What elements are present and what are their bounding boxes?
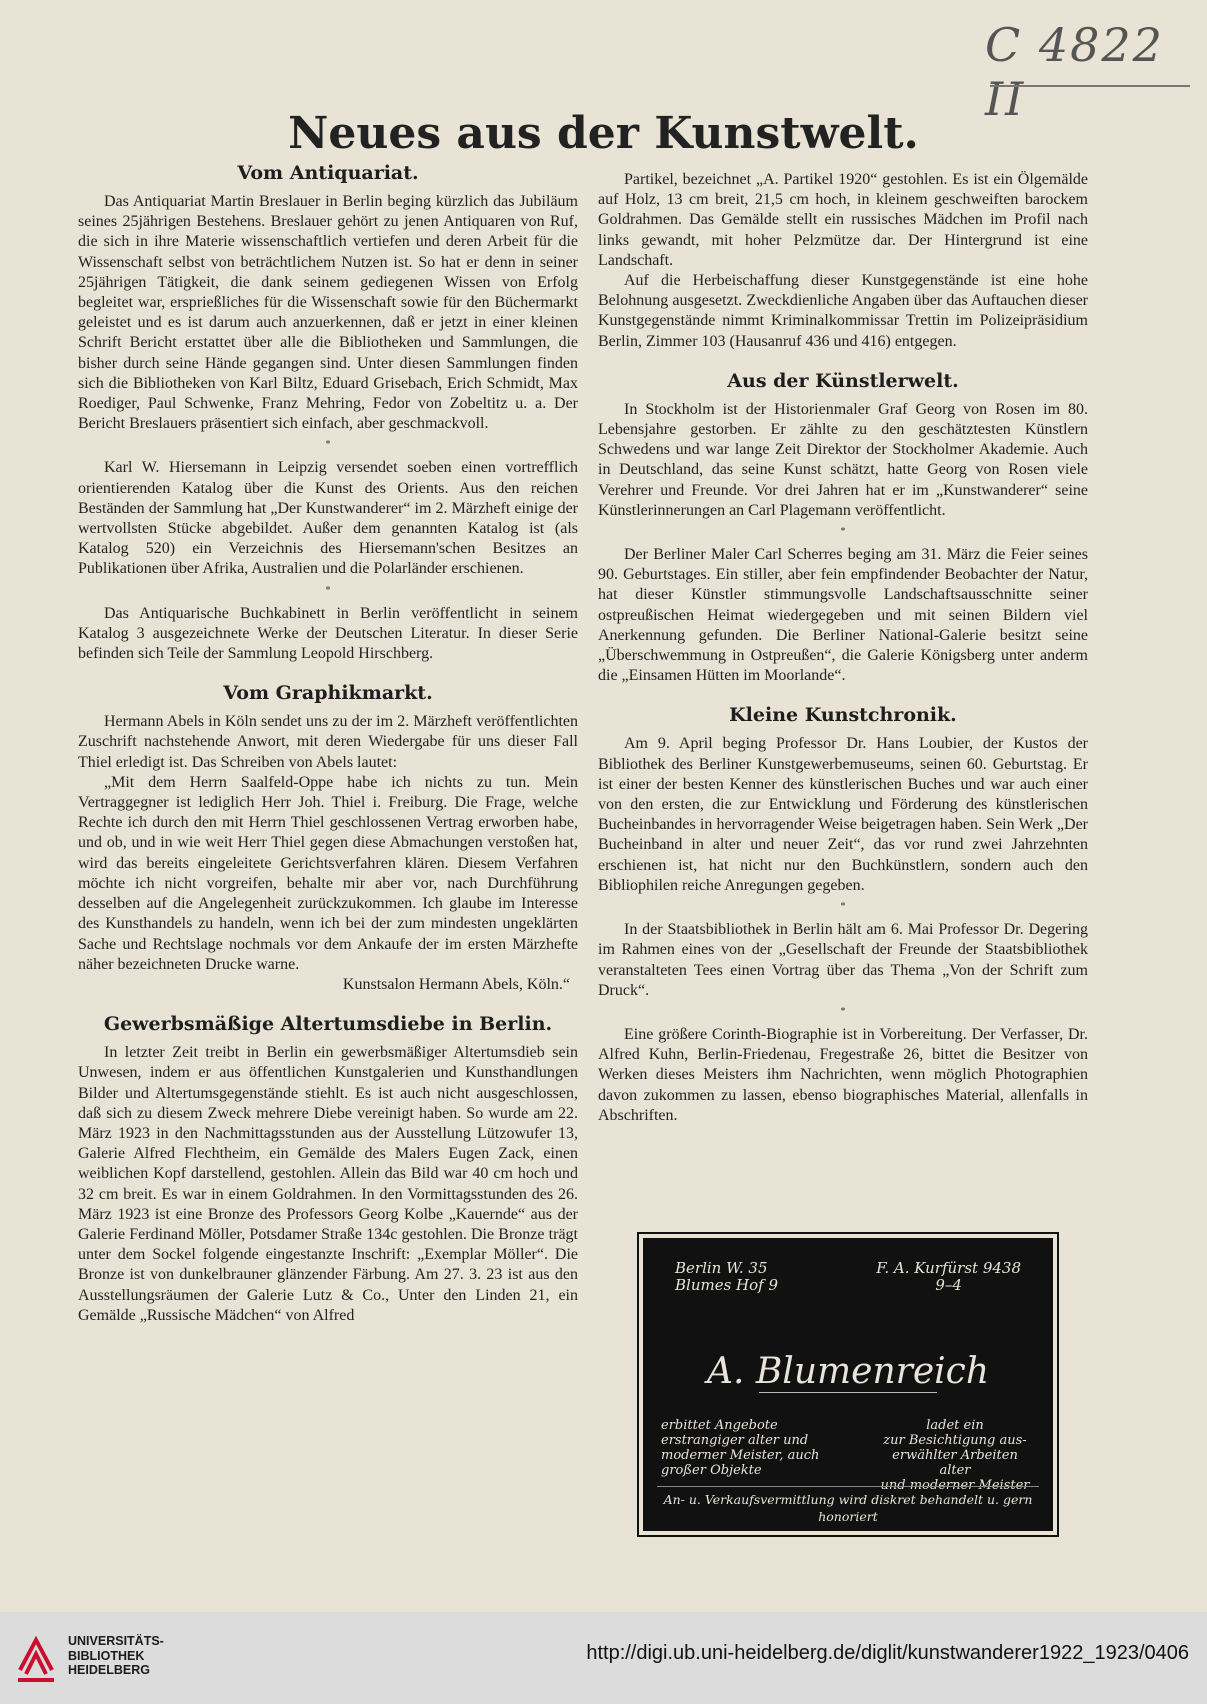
article-paragraph: Das Antiquarische Buchkabinett in Berlin veröffentlicht in seinem Katalog 3 ausgezeichnete Werke der Deutschen Literatur. In dieser Serie befinden sich Teile der Sammlung Leopold Hirschberg. [78,604,578,663]
ad-text-right [875,1418,1035,1493]
page-title: Neues aus der Kunstwelt. [288,108,919,159]
section-heading: Kleine Kunstchronik. [729,704,957,727]
library-name-line: UNIVERSITÄTS- [68,1634,164,1648]
section-heading: Gewerbsmäßige Altertumsdiebe in Berlin. [103,1013,553,1036]
ad-hours-line: 9–4 [935,1276,962,1294]
article-paragraph: In der Staatsbibliothek in Berlin hält am 6. Mai Professor Dr. Degering im Rahmen eines von der „Gesellschaft der Freunde der Staatsbibliothek veranstalteten Tees einen Vortrag über das Thema „Von der Schrift zum Druck“. [598,921,1088,999]
spacer [78,664,578,678]
ad-address-line: Berlin W. 35 [675,1259,768,1277]
asterisk-separator: * [840,1005,846,1017]
digitization-footer [0,1612,1207,1704]
ad-address-line: Blumes Hof 9 [675,1276,779,1294]
article-paragraph: Der Berliner Maler Carl Scherres beging am 31. März die Feier seines 90. Geburtstages. Ein stiller, aber fein empfindender Beobachter der Natur, hat dieser Künstler stimmungsvolle Landschaftsausschnitte seiner ostpreußischen Heimat wiedergegeben und mit seinen Bildern viel Anerkennung gefunden. Die Berliner National-Galerie besitzt seine „Überschwemmung in Ostpreußen“, die Galerie Königsberg unter anderm die „Einsamen Hütten im Moorlande“. [598,546,1088,685]
ad-address-right [876,1260,1021,1294]
article-paragraph: Karl W. Hiersemann in Leipzig versendet soeben einen vortrefflich orientierenden Katalog über die Kunst des Orients. Aus den reichen Beständen der Sammlung hat „Der Kunstwanderer“ im 2. Märzheft einige der wertvollsten Stücke abgebildet. Außer dem genannten Katalog ist (als Katalog 520) ein Verzeichnis des Hiersemann'schen Besitzes an Publikationen über Afrika, Australien und die Polarländer erschienen. [78,459,578,578]
spacer [598,686,1088,700]
ad-text-line: zur Besichtigung aus- [883,1433,1027,1448]
spacer [78,995,578,1009]
ad-text-line: ladet ein [926,1418,984,1433]
library-name-line: HEIDELBERG [68,1663,150,1677]
right-column [598,170,1088,1126]
section-heading: Vom Antiquariat. [237,162,419,184]
library-name-line: BIBLIOTHEK [68,1648,145,1663]
ad-text-line: und moderner Meister [880,1478,1030,1493]
ad-phone-line: F. A. Kurfürst 9438 [876,1259,1021,1277]
ad-signature: A. Blumenreich [706,1351,990,1392]
library-name[interactable] [68,1634,164,1678]
asterisk-separator: * [325,439,331,451]
ad-text-line: erbittet Angebote [661,1418,778,1433]
article-paragraph: Hermann Abels in Köln sendet uns zu der im 2. Märzheft veröffentlichten Zuschrift nachstehende Anwort, mit deren Wiedergabe für uns dieser Fall Thiel erledigt ist. Das Schreiben von Abels lautet: [78,713,578,771]
asterisk-separator: * [325,584,331,596]
ad-text-left [661,1418,821,1478]
article-paragraph: In Stockholm ist der Historienmaler Graf Georg von Rosen im 80. Lebensjahre gestorben. Er zählte zu den geschätztesten Künstlern Schwedens und war lange Zeit Direktor der Stockholmer Akademie. Auch in Deutschland, das seine Kunst schätzt, hatte Georg von Rosen viele Verehrer und Freunde. Vor drei Jahren hat er im „Kunstwanderer“ seine Künstlerinnerungen an Carl Plagemann veröffentlicht. [598,400,1088,519]
article-paragraph: „Mit dem Herrn Saalfeld-Oppe habe ich nichts zu tun. Mein Vertraggegner ist lediglich Herr Joh. Thiel i. Freiburg. Die Frage, welche Rechte ich durch den mit Herrn Thiel geschlossenen Vertrag erworben habe, und ob, und in wie weit Herr Thiel gegen diese Abmachungen verstoßen hat, wird das bereits eingeleitete Gerichtsverfahren klären. Diesem Verfahren möchte ich nicht vorgreifen, behalte mir aber vor, nach Durchführung desselben auf die Angelegenheit zurückzukommen. Ich glaube im Interesse des Kunsthandels zu handeln, wenn ich bei der zum mindesten ungeklärten Sache und Rechtslage nochmals vor dem Ankaufe der im ersten Märzhefte näher bezeichneten Drucke warne. [78,773,578,973]
spacer [598,352,1088,366]
left-column [78,158,578,1326]
article-paragraph: Am 9. April beging Professor Dr. Hans Loubier, der Kustos der Bibliothek des Berliner Kunstgewerbemuseums, seinen 60. Geburtstag. Er ist einer der besten Kenner des künstlerischen Buches und war auch einer von den ersten, die zur Entwicklung und Förderung des künstlerischen Bucheinbandes in hervorragender Weise beigetragen haben. Sein Werk „Der Bucheinband in alter und neuer Zeit“, das vor rund zwei Jahrzehnten erschienen ist, hat nicht nur den Buchkünstlern, sondern auch den Bibliophilen reiche Anregungen gegeben. [598,735,1088,894]
article-paragraph: In letzter Zeit treibt in Berlin ein gewerbsmäßiger Altertumsdieb sein Unwesen, indem er aus öffentlichen Kunstgalerien und Kunsthandlungen Bilder und Altertumsgegenstände stiehlt. Es ist auch nicht ausgeschlossen, daß sich zu diesem Zweck mehrere Diebe vereinigt haben. So wurde am 22. März 1923 in den Nachmittagsstunden aus der Ausstellung Lützowufer 13, Galerie Alfred Flechtheim, ein Gemälde des Malers Eugen Zack, einen weiblichen Kopf darstellend, gestohlen. Allein das Bild war 40 cm hoch und 32 cm breit. Es war in einem Goldrahmen. In den Vormittagsstunden des 26. März 1923 ist eine Bronze des Professors Georg Kolbe „Kauernde“ aus der Galerie Ferdinand Möller, Potsdamer Straße 134c gestohlen. Die Bronze trägt unter dem Sockel folgende eingestanzte Inschrift: „Exemplar Möller“. Die Bronze ist von dunkelbrauner glänzender Färbung. Am 27. 3. 23 ist aus den Ausstellungsräumen der Galerie Lutz & Co., Unter den Linden 21, ein Gemälde „Russische Mädchen“ von Alfred [78,1044,578,1324]
section-heading: Vom Graphikmarkt. [223,682,433,705]
ad-address-left [675,1260,778,1294]
letter-signature: Kunstsalon Hermann Abels, Köln.“ [342,975,570,993]
advertisement-blumenreich [643,1238,1053,1531]
asterisk-separator: * [840,901,846,913]
section-heading: Aus der Künstlerwelt. [727,369,959,392]
article-paragraph: Partikel, bezeichnet „A. Partikel 1920“ gestohlen. Es ist ein Ölgemälde auf Holz, 13 cm breit, 21,5 cm hoch, in kleinem geschweiften barockem Goldrahmen. Das Gemälde stellt ein russisches Mädchen im Profil nach links gewandt, mit hoher Pelzmütze dar. Der Hintergrund ist eine Landschaft. [598,171,1088,269]
permalink-url[interactable]: http://digi.ub.uni-heidelberg.de/diglit/kunstwanderer1922_1923/0406 [586,1642,1189,1664]
ad-footer-line: An- u. Verkaufsvermittlung wird diskret behandelt u. gern honoriert [657,1486,1039,1525]
handwritten-shelfmark: C 4822 II [985,18,1164,126]
ad-signature-line [759,1392,937,1393]
article-paragraph: Auf die Herbeischaffung dieser Kunstgegenstände ist eine hohe Belohnung ausgesetzt. Zweckdienliche Angaben über das Auftauchen dieser Kunstgegenstände nimmt Kriminalkommissar Trettin im Polizeipräsidium Berlin, Zimmer 103 (Hausanruf 436 und 416) entgegen. [598,272,1088,350]
ad-text-line: erstrangiger alter und [661,1433,809,1448]
article-paragraph: Eine größere Corinth-Biographie ist in Vorbereitung. Der Verfasser, Dr. Alfred Kuhn, Berlin-Friedenau, Fregestraße 26, bittet die Besitzer von Werken dieses Meisters ihm Nachrichten, wenn möglich Photographien davon zukommen zu lassen, ebenso biographisches Material, allenfalls in Abschriften. [598,1025,1088,1124]
ad-text-line: erwählter Arbeiten alter [892,1448,1018,1478]
shelfmark-underline [990,85,1190,87]
asterisk-separator: * [840,526,846,538]
ub-heidelberg-logo-icon[interactable] [14,1630,58,1686]
article-paragraph: Das Antiquariat Martin Breslauer in Berlin beging kürzlich das Jubiläum seines 25jährigen Bestehens. Breslauer gehört zu jenen Antiquaren von Ruf, die sich in ihre Materie wissenschaftlich vertiefen und deren Arbeit für die Wissenschaft selbst von beträchtlichem Nutzen ist. So hat er denn in seiner 25jährigen Tätigkeit, die dank seinem gediegenen Wissen von Erfolg begleitet war, ersprießliches für die Wissenschaft sowie für den Büchermarkt geleistet und es ist darum auch anzuerkennen, daß er jetzt in einer kleinen Schrift Bericht erstattet über alle die Bibliotheken und Sammlungen, die bisher durch seine Hände gegangen sind. Unter diesen Sammlungen finden sich die Bibliotheken von Karl Biltz, Eduard Grisebach, Erich Schmidt, Max Roediger, Paul Schwenke, Franz Mehring, Fedor von Zobeltitz u. a. Der Bericht Breslauers präsentiert sich einfach, aber geschmackvoll. [78,193,578,433]
ad-text-line: großer Objekte [661,1463,762,1478]
ad-text-line: moderner Meister, auch [661,1448,820,1463]
